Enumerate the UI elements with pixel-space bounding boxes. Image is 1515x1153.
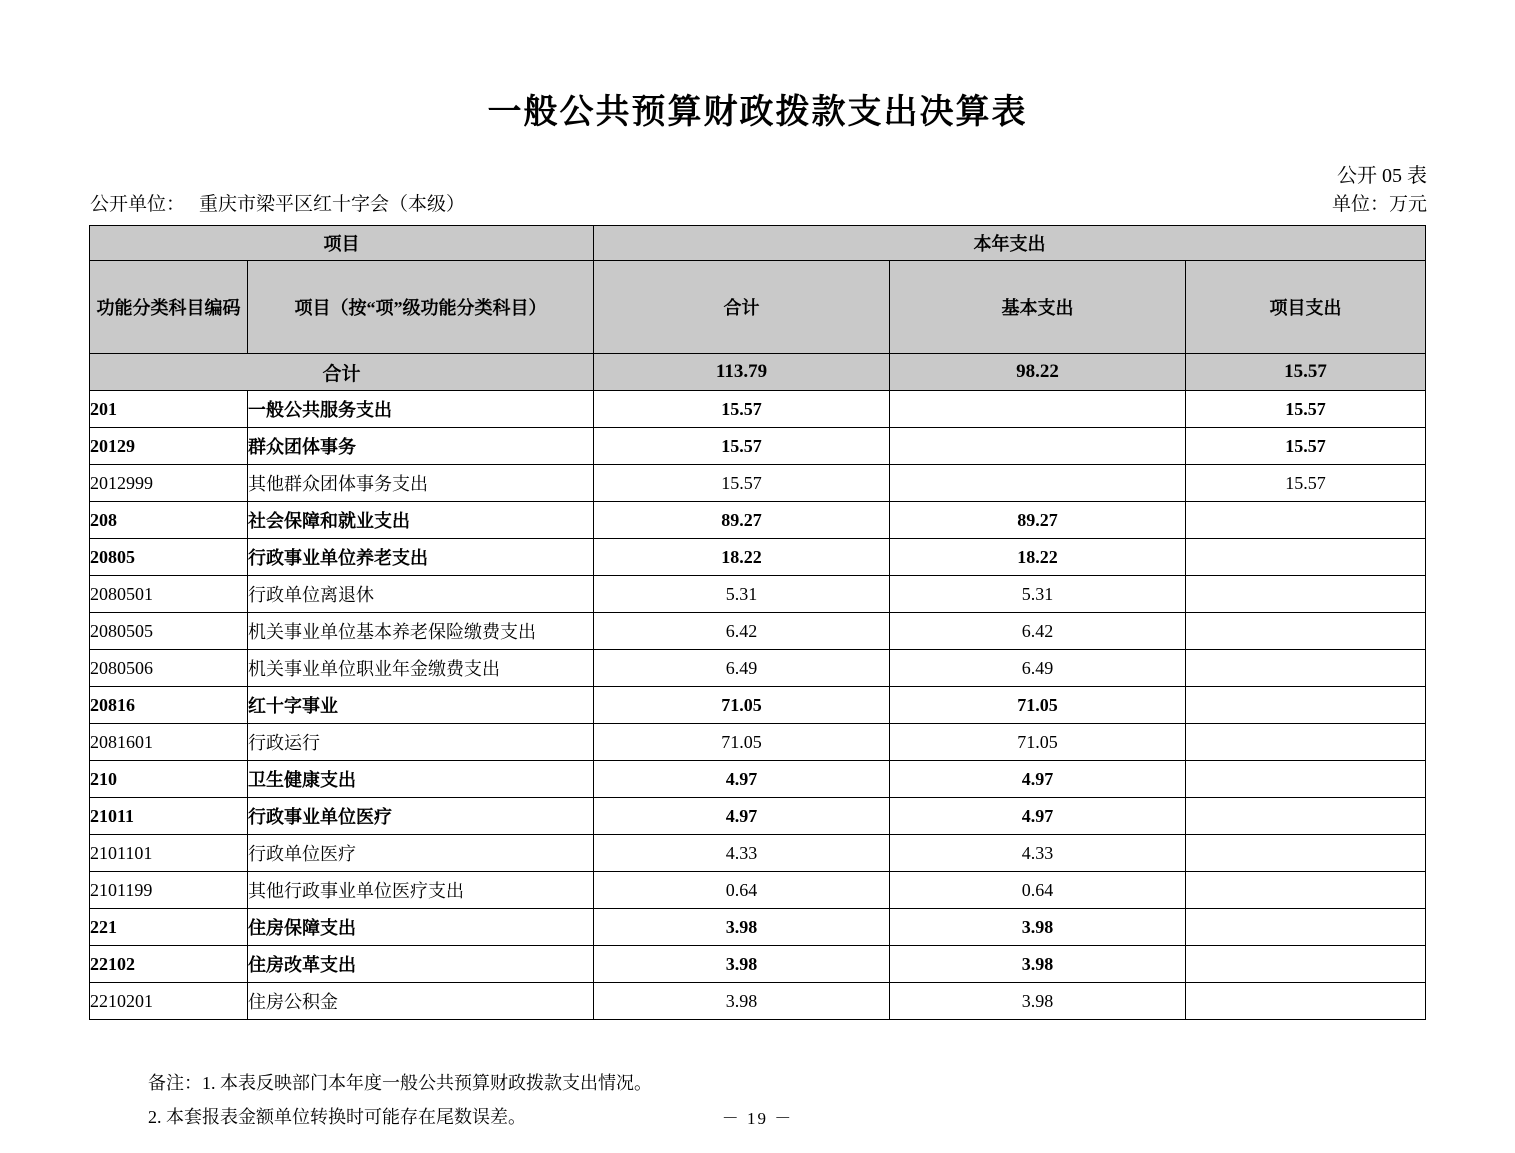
cell-code: 208 [89, 502, 247, 539]
total-row-project: 15.57 [1185, 354, 1425, 391]
cell-code: 2101101 [89, 835, 247, 872]
cell-code: 2210201 [89, 983, 247, 1020]
cell-basic: 4.33 [889, 835, 1185, 872]
table-row [89, 983, 1425, 1020]
header-group-expenditure: 本年支出 [593, 226, 1425, 261]
cell-code: 20816 [89, 687, 247, 724]
cell-name: 卫生健康支出 [247, 761, 593, 798]
table-row [89, 687, 1425, 724]
cell-code: 21011 [89, 798, 247, 835]
cell-code: 2080501 [89, 576, 247, 613]
cell-basic: 18.22 [889, 539, 1185, 576]
cell-name: 其他行政事业单位医疗支出 [247, 872, 593, 909]
cell-name: 住房公积金 [247, 983, 593, 1020]
cell-total: 15.57 [593, 391, 889, 428]
cell-basic [889, 428, 1185, 465]
total-row-basic: 98.22 [889, 354, 1185, 391]
table-row [89, 761, 1425, 798]
cell-basic: 6.42 [889, 613, 1185, 650]
header-col-project: 项目支出 [1185, 261, 1425, 354]
cell-name: 行政运行 [247, 724, 593, 761]
cell-project [1185, 502, 1425, 539]
cell-code: 2080506 [89, 650, 247, 687]
cell-project [1185, 687, 1425, 724]
table-row [89, 576, 1425, 613]
cell-basic: 89.27 [889, 502, 1185, 539]
cell-project [1185, 576, 1425, 613]
cell-basic: 3.98 [889, 909, 1185, 946]
cell-name: 行政单位离退休 [247, 576, 593, 613]
cell-name: 行政单位医疗 [247, 835, 593, 872]
table-total-row [89, 354, 1425, 391]
note-line-2: 2. 本套报表金额单位转换时可能存在尾数误差。 [148, 1107, 526, 1127]
cell-total: 0.64 [593, 872, 889, 909]
header-col-name: 项目（按“项”级功能分类科目） [247, 261, 593, 354]
cell-basic: 4.97 [889, 798, 1185, 835]
cell-project [1185, 946, 1425, 983]
cell-total: 4.97 [593, 761, 889, 798]
table-row [89, 835, 1425, 872]
header-group-item: 项目 [89, 226, 593, 261]
cell-code: 2012999 [89, 465, 247, 502]
cell-name: 一般公共服务支出 [247, 391, 593, 428]
cell-total: 15.57 [593, 428, 889, 465]
cell-basic: 4.97 [889, 761, 1185, 798]
table-row [89, 613, 1425, 650]
cell-project: 15.57 [1185, 465, 1425, 502]
cell-code: 221 [89, 909, 247, 946]
cell-basic: 3.98 [889, 983, 1185, 1020]
table-row [89, 946, 1425, 983]
cell-code: 20805 [89, 539, 247, 576]
cell-total: 3.98 [593, 983, 889, 1020]
cell-project [1185, 909, 1425, 946]
budget-expenditure-table [89, 225, 1426, 1020]
total-row-total: 113.79 [593, 354, 889, 391]
cell-basic: 71.05 [889, 724, 1185, 761]
cell-project [1185, 613, 1425, 650]
publishing-unit-name: 重庆市梁平区红十字会（本级） [199, 194, 466, 215]
total-row-label: 合计 [89, 354, 593, 391]
cell-basic [889, 391, 1185, 428]
cell-name: 住房保障支出 [247, 909, 593, 946]
table-row [89, 502, 1425, 539]
cell-project [1185, 650, 1425, 687]
cell-project [1185, 983, 1425, 1020]
publishing-unit [90, 189, 465, 216]
cell-project [1185, 539, 1425, 576]
table-header-row [89, 261, 1425, 354]
cell-name: 机关事业单位基本养老保险缴费支出 [247, 613, 593, 650]
header-col-code: 功能分类科目编码 [89, 261, 247, 354]
header-col-basic: 基本支出 [889, 261, 1185, 354]
cell-basic: 6.49 [889, 650, 1185, 687]
table-header-group-row [89, 226, 1425, 261]
cell-name: 红十字事业 [247, 687, 593, 724]
cell-total: 6.49 [593, 650, 889, 687]
cell-code: 2080505 [89, 613, 247, 650]
cell-total: 4.97 [593, 798, 889, 835]
amount-unit: 单位：万元 [1331, 194, 1427, 215]
cell-total: 4.33 [593, 835, 889, 872]
table-row [89, 539, 1425, 576]
cell-total: 15.57 [593, 465, 889, 502]
cell-name: 机关事业单位职业年金缴费支出 [247, 650, 593, 687]
cell-basic: 71.05 [889, 687, 1185, 724]
cell-project: 15.57 [1185, 391, 1425, 428]
table-row [89, 909, 1425, 946]
table-row [89, 798, 1425, 835]
cell-basic: 5.31 [889, 576, 1185, 613]
table-row [89, 724, 1425, 761]
cell-project [1185, 724, 1425, 761]
cell-code: 20129 [89, 428, 247, 465]
cell-total: 71.05 [593, 724, 889, 761]
cell-code: 22102 [89, 946, 247, 983]
cell-total: 3.98 [593, 909, 889, 946]
cell-name: 其他群众团体事务支出 [247, 465, 593, 502]
cell-total: 71.05 [593, 687, 889, 724]
cell-total: 5.31 [593, 576, 889, 613]
form-number: 公开 05 表 [1337, 165, 1427, 187]
cell-code: 201 [89, 391, 247, 428]
cell-code: 2081601 [89, 724, 247, 761]
cell-project [1185, 761, 1425, 798]
cell-code: 2101199 [89, 872, 247, 909]
cell-name: 群众团体事务 [247, 428, 593, 465]
cell-project [1185, 872, 1425, 909]
table-row [89, 872, 1425, 909]
table-row [89, 650, 1425, 687]
header-col-total: 合计 [593, 261, 889, 354]
cell-project [1185, 835, 1425, 872]
cell-total: 3.98 [593, 946, 889, 983]
cell-project [1185, 798, 1425, 835]
table-row [89, 428, 1425, 465]
page-number: － 19 － [721, 1109, 794, 1128]
cell-basic [889, 465, 1185, 502]
cell-project: 15.57 [1185, 428, 1425, 465]
note-line-1: 备注：1. 本表反映部门本年度一般公共预算财政拨款支出情况。 [148, 1073, 652, 1093]
document-page [0, 84, 1515, 1153]
cell-basic: 3.98 [889, 946, 1185, 983]
cell-basic: 0.64 [889, 872, 1185, 909]
cell-total: 18.22 [593, 539, 889, 576]
cell-total: 89.27 [593, 502, 889, 539]
cell-name: 社会保障和就业支出 [247, 502, 593, 539]
table-row [89, 391, 1425, 428]
unit-row [0, 189, 1515, 217]
cell-code: 210 [89, 761, 247, 798]
form-number-row [0, 159, 1515, 187]
cell-name: 行政事业单位养老支出 [247, 539, 593, 576]
page-title: 一般公共预算财政拨款支出决算表 [487, 92, 1028, 132]
table-row [89, 465, 1425, 502]
table-body [89, 354, 1425, 1020]
cell-name: 住房改革支出 [247, 946, 593, 983]
cell-total: 6.42 [593, 613, 889, 650]
cell-name: 行政事业单位医疗 [247, 798, 593, 835]
publishing-unit-label: 公开单位： [90, 194, 186, 215]
